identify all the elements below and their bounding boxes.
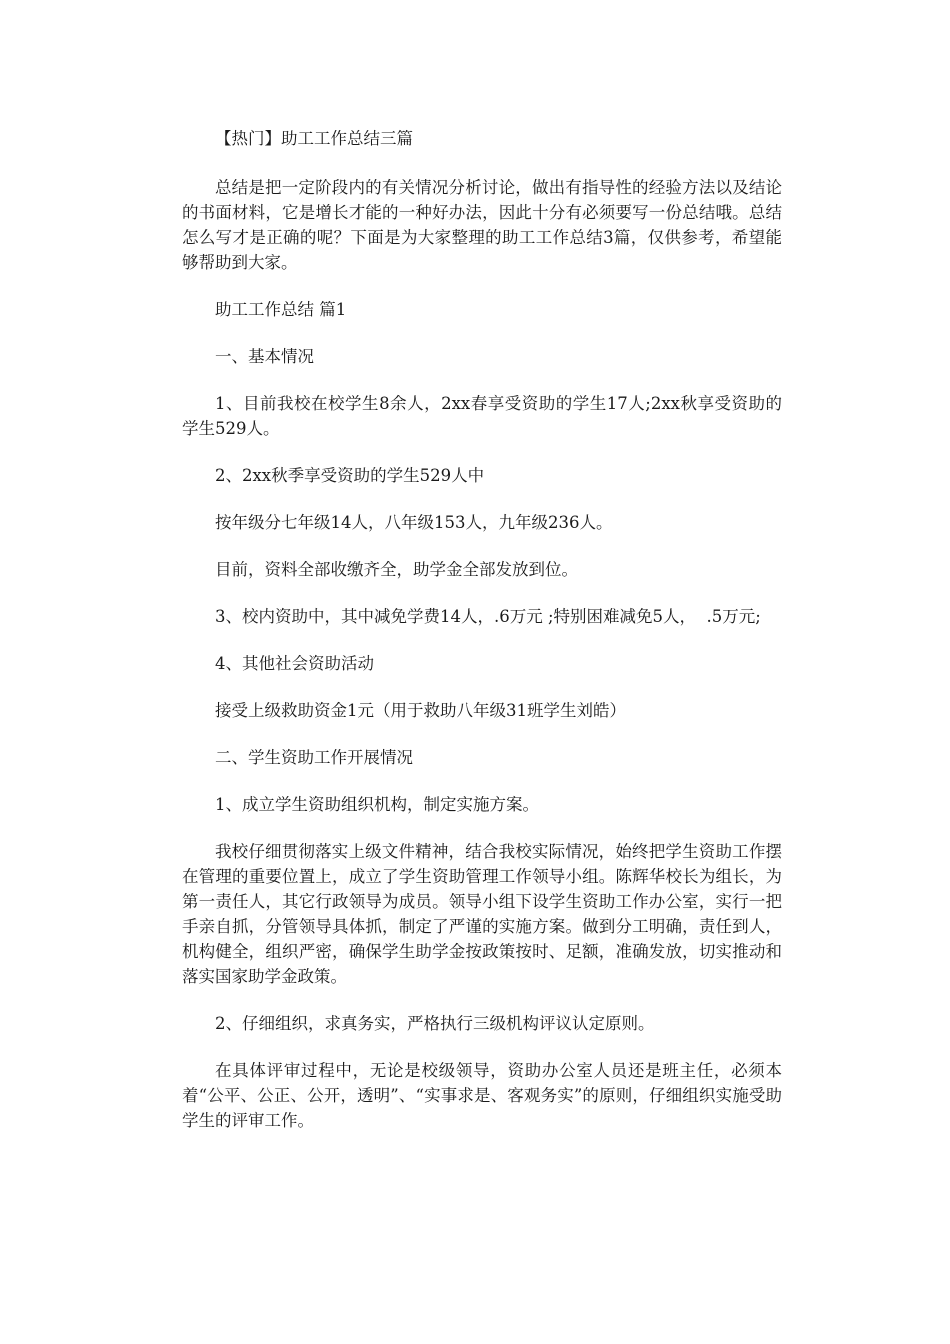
heading-basic-situation: 一、基本情况 — [215, 347, 314, 366]
section-heading-part1: 助工工作总结 篇1 — [215, 300, 347, 319]
paragraph-grade-breakdown: 按年级分七年级14人，八年级153人，九年级236人。 — [215, 513, 613, 532]
paragraph-organization: 我校仔细贯彻落实上级文件精神，结合我校实际情况，始终把学生资助工作摆在管理的重要位置上，成立了学生资助管理工作领导小组。陈辉华校长为组长，为第一责任人，其它行政领导为成员。领导小组下设学生资助工作办公室，实行一把手亲自抓，分管领导具体抓，制定了严谨的实施方案。做到分工明确，责任到人，机构健全，组织严密，确保学生助学金按政策按时、足额，准确发放，切实推动和落实国家助学金政策。 — [182, 842, 782, 986]
paragraph-progress-2: 2、仔细组织，求真务实，严格执行三级机构评议认定原则。 — [215, 1014, 655, 1033]
paragraph-review: 在具体评审过程中，无论是校级领导，资助办公室人员还是班主任，必须本着“公平、公正、公开，透明”、“实事求是、客观务实”的原则，仔细组织实施受助学生的评审工作。 — [182, 1061, 782, 1130]
paragraph-funding: 接受上级救助资金1元（用于救助八年级31班学生刘皓） — [215, 701, 626, 720]
paragraph-item-2: 2、2xx秋季享受资助的学生529人中 — [215, 466, 485, 485]
paragraph-status: 目前，资料全部收缴齐全，助学金全部发放到位。 — [215, 560, 578, 579]
document-title: 【热门】助工工作总结三篇 — [215, 129, 413, 148]
paragraph-progress-1: 1、成立学生资助组织机构，制定实施方案。 — [215, 795, 539, 814]
paragraph-item-3: 3、校内资助中，其中减免学费14人，.6万元 ;特别困难减免5人， .5万元; — [215, 607, 761, 626]
document-body — [182, 126, 782, 1155]
intro-paragraph: 总结是把一定阶段内的有关情况分析讨论，做出有指导性的经验方法以及结论的书面材料，它是增长才能的一种好办法，因此十分有必须要写一份总结哦。总结怎么写才是正确的呢？下面是为大家整理的助工工作总结3篇，仅供参考，希望能够帮助到大家。 — [182, 178, 782, 272]
heading-work-progress: 二、学生资助工作开展情况 — [215, 748, 413, 767]
paragraph-item-1: 1、目前我校在校学生8余人，2xx春享受资助的学生17人;2xx秋享受资助的学生529人。 — [182, 394, 782, 438]
paragraph-item-4: 4、其他社会资助活动 — [215, 654, 374, 673]
